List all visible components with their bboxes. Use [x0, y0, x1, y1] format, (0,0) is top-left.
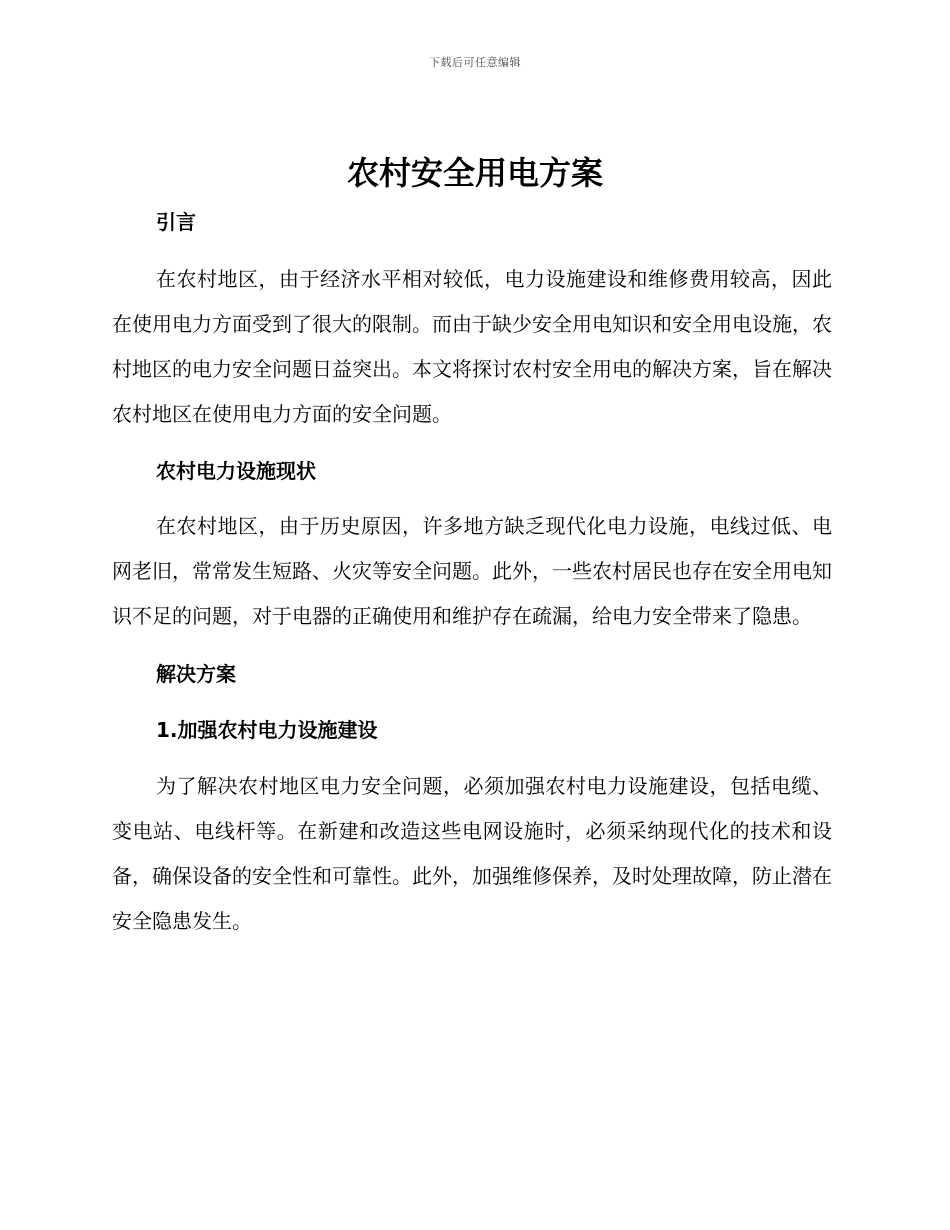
- header-note: 下载后可任意编辑: [429, 56, 521, 69]
- document-title: 农村安全用电方案: [346, 154, 603, 192]
- document-body: [112, 200, 832, 944]
- section-heading-introduction: 引言: [156, 210, 196, 234]
- section-heading-infrastructure: 1.加强农村电力设施建设: [156, 718, 378, 742]
- section-paragraph-infrastructure: 为了解决农村地区电力安全问题，必须加强农村电力设施建设，包括电缆、变电站、电线杆等。在新建和改造这些电网设施时，必须采纳现代化的技术和设备，确保设备的安全性和可靠性。此外，加强维修保养，及时处理故障，防止潜在安全隐患发生。: [112, 774, 832, 933]
- section-paragraph-current-status: 在农村地区，由于历史原因，许多地方缺乏现代化电力设施，电线过低、电网老旧，常常发生短路、火灾等安全问题。此外，一些农村居民也存在安全用电知识不足的问题，对于电器的正确使用和维护存在疏漏，给电力安全带来了隐患。: [112, 514, 832, 628]
- section-heading-solutions: 解决方案: [156, 662, 236, 686]
- section-heading-current-status: 农村电力设施现状: [156, 459, 316, 483]
- section-paragraph-introduction: 在农村地区，由于经济水平相对较低，电力设施建设和维修费用较高，因此在使用电力方面受到了很大的限制。而由于缺少安全用电知识和安全用电设施，农村地区的电力安全问题日益突出。本文将探讨农村安全用电的解决方案，旨在解决农村地区在使用电力方面的安全问题。: [112, 267, 832, 426]
